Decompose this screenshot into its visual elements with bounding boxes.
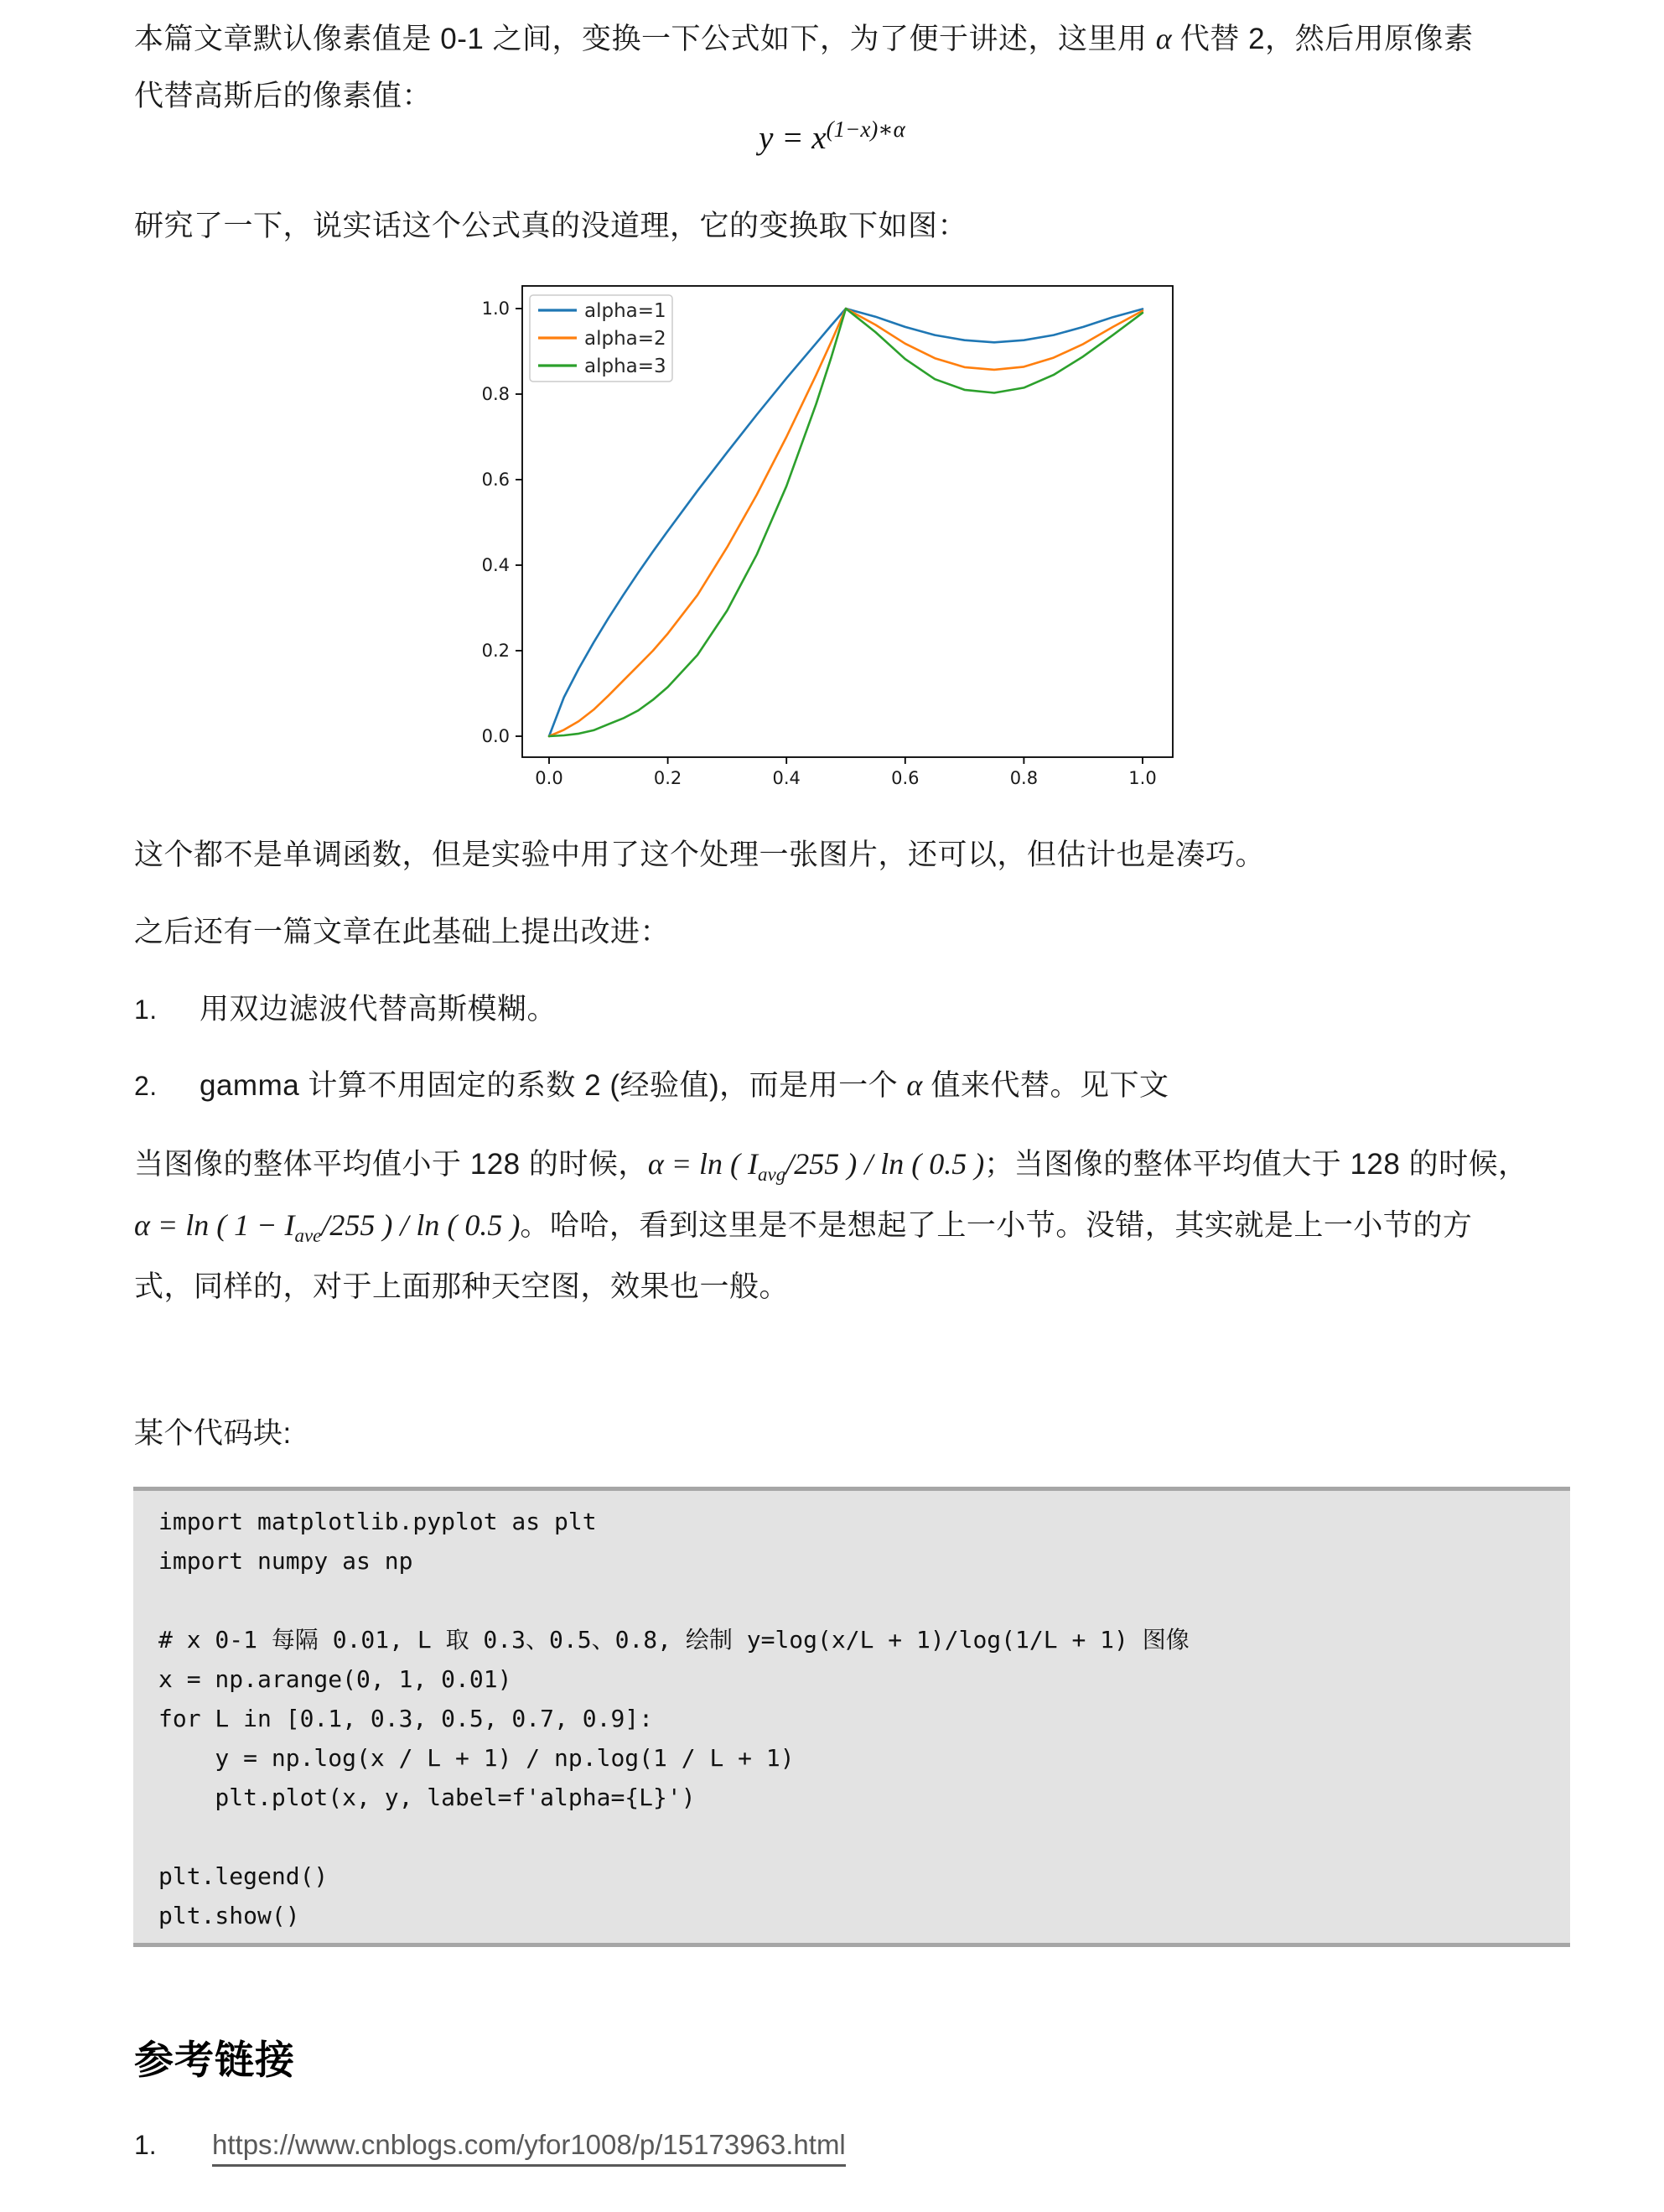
math-paragraph-line2: [134, 1195, 1528, 1256]
reference-item: [134, 2120, 846, 2170]
paragraph-intro-line2: 代替高斯后的像素值：: [134, 80, 433, 112]
formula-base: y = x: [759, 120, 827, 156]
y-tick-label: 0.4: [481, 555, 510, 575]
math-paragraph-line3: 式，同样的，对于上面那种天空图，效果也一般。: [134, 1270, 790, 1303]
paragraph-adaptive-gamma: [134, 1134, 1528, 1317]
inline-math: α = ln ( 1 − I: [134, 1208, 295, 1242]
code-line: y = np.log(x / L + 1) / np.log(1 / L + 1): [158, 1744, 795, 1772]
legend-label: alpha=3: [584, 356, 666, 377]
formula-exponent: (1−x)∗α: [826, 117, 905, 142]
x-tick-label: 0.8: [1009, 768, 1039, 788]
list-item-1: [134, 981, 557, 1038]
code-line: plt.show(): [158, 1902, 300, 1929]
y-tick-label: 0.8: [481, 384, 510, 404]
code-block-label: 某个代码块:: [134, 1417, 292, 1450]
reference-number: 1.: [134, 2130, 157, 2160]
inline-math: /255 ) / ln ( 0.5 ): [321, 1208, 521, 1242]
text-run: 当图像的整体平均值小于 128 的时候，: [134, 1148, 648, 1181]
list-text: 用双边滤波代替高斯模糊。: [200, 993, 557, 1026]
line-chart: [468, 279, 1189, 792]
inline-math: /255 ) / ln ( 0.5 ): [785, 1147, 985, 1181]
display-formula: [134, 119, 1530, 157]
text-run: 代替 2，然后用原像素: [1171, 23, 1474, 55]
list-text: gamma 计算不用固定的系数 2 (经验值)，而是用一个: [200, 1069, 907, 1102]
code-line: plt.legend(): [158, 1862, 329, 1890]
references-heading: 参考链接: [134, 2038, 295, 2082]
y-tick-label: 1.0: [481, 299, 510, 319]
list-number: 2.: [134, 1071, 158, 1101]
x-tick-label: 0.6: [891, 768, 920, 788]
x-tick-label: 1.0: [1128, 768, 1157, 788]
text-run: 。哈哈，看到这里是不是想起了上一小节。没错，其实就是上一小节的方: [520, 1209, 1473, 1242]
code-line: [158, 1817, 1570, 1856]
legend-label: alpha=1: [584, 300, 666, 322]
y-tick-label: 0.6: [481, 470, 510, 490]
paragraph-analysis: 研究了一下，说实话这个公式真的没道理，它的变换取下如图：: [134, 210, 968, 242]
code-line: for L in [0.1, 0.3, 0.5, 0.7, 0.9]:: [158, 1705, 654, 1732]
code-line: # x 0-1 每隔 0.01, L 取 0.3、0.5、0.8, 绘制 y=log(x/L + 1)/log(1/L + 1) 图像: [158, 1626, 1190, 1654]
text-run: 本篇文章默认像素值是 0-1 之间，变换一下公式如下，为了便于讲述，这里用: [134, 23, 1156, 55]
formula-expression: [759, 117, 905, 156]
text-run: ；当图像的整体平均值大于 128 的时候，: [984, 1148, 1528, 1181]
alpha-symbol: α: [906, 1068, 923, 1102]
y-tick-label: 0.0: [481, 726, 510, 746]
legend-label: alpha=2: [584, 328, 666, 350]
list-item-2: [134, 1057, 1169, 1114]
x-tick-label: 0.2: [653, 768, 682, 788]
math-paragraph-line1: [134, 1134, 1528, 1195]
math-subscript: avg: [758, 1164, 786, 1185]
math-subscript: ave: [294, 1225, 322, 1246]
code-line: x = np.arange(0, 1, 0.01): [158, 1665, 512, 1693]
list-number: 1.: [134, 994, 158, 1025]
code-line: import numpy as np: [158, 1547, 413, 1575]
paragraph-comment: 这个都不是单调函数，但是实验中用了这个处理一张图片，还可以，但估计也是凑巧。: [134, 839, 1266, 871]
paragraph-improvements: 之后还有一篇文章在此基础上提出改进：: [134, 916, 671, 948]
x-tick-label: 0.4: [772, 768, 801, 788]
code-block: [133, 1487, 1570, 1947]
alpha-symbol: α: [1155, 22, 1172, 55]
y-tick-label: 0.2: [481, 641, 510, 661]
x-tick-label: 0.0: [535, 768, 563, 788]
paragraph-intro-line1: [134, 10, 1474, 68]
paragraph-intro: [134, 10, 1474, 125]
list-text: 值来代替。见下文: [922, 1069, 1169, 1102]
code-line: import matplotlib.pyplot as plt: [158, 1508, 597, 1535]
code-line: plt.plot(x, y, label=f'alpha={L}'): [158, 1784, 696, 1811]
inline-math: α = ln ( I: [647, 1147, 759, 1181]
figure-gamma-curves: [468, 279, 1189, 792]
reference-link[interactable]: https://www.cnblogs.com/yfor1008/p/15173963.html: [212, 2129, 846, 2167]
code-line: [158, 1581, 1570, 1620]
